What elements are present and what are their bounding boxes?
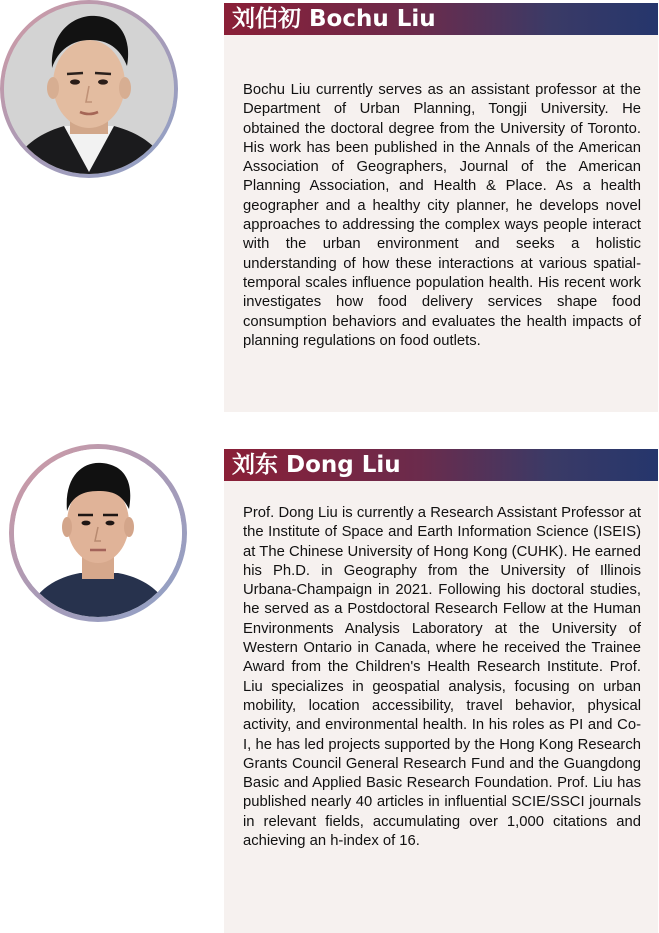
profile-title-bar: [224, 449, 658, 481]
bio-text: Prof. Dong Liu is currently a Research Assistant Professor at the Institute of Space and Earth Information Science (ISEIS) at The Chinese University of Hong Kong (CUHK). He earned his Ph.D. in Geography from the University of Illinois Urbana-Champaign in 2021. Following his doctoral studies, he served as a Postdoctoral Research Fellow at the Human Environments Analysis Laboratory at the University of Western Ontario in Canada, where he received the Trainee Award from the Children's Health Research Institute. Prof. Liu specializes in geospatial analysis, focusing on urban mobility, location accessibility, travel behavior, physical activity, and environmental health. In his roles as PI and Co-I, he has led projects supported by the Hong Kong Research Grants Council General Research Fund and the Guangdong Basic and Applied Basic Research Foundation. Prof. Liu has published nearly 40 articles in influential SCIE/SSCI journals in relevant fields, accumulating over 1,000 citations and achieving an h-index of 16.: [243, 505, 641, 850]
bio-box: [224, 481, 658, 933]
profile-title-bar: [224, 3, 658, 35]
avatar: [14, 449, 182, 617]
profile-name-title: 刘东 Dong Liu: [232, 452, 401, 478]
bio-text: Bochu Liu currently serves as an assistant professor at the Department of Urban Planning, Tongji University. He obtained the doctoral degree from the University of Toronto. His work has been published in the Annals of the American Association of Geographers, Journal of the American Planning Association, and Health & Place. As a health geographer and a healthy city planner, he develops novel approaches to addressing the complex ways people interact with the urban environment and seeks a holistic understanding of how these interactions at various spatial-temporal scales influence population health. His recent work investigates how food delivery services shape food consumption behaviors and evaluates the health impacts of planning regulations on food outlets.: [243, 82, 641, 349]
profile-name-title: 刘伯初 Bochu Liu: [232, 6, 436, 32]
portrait-photo: [4, 4, 174, 174]
portrait-photo: [14, 449, 182, 617]
avatar: [4, 4, 174, 174]
bio-box: [224, 35, 658, 412]
